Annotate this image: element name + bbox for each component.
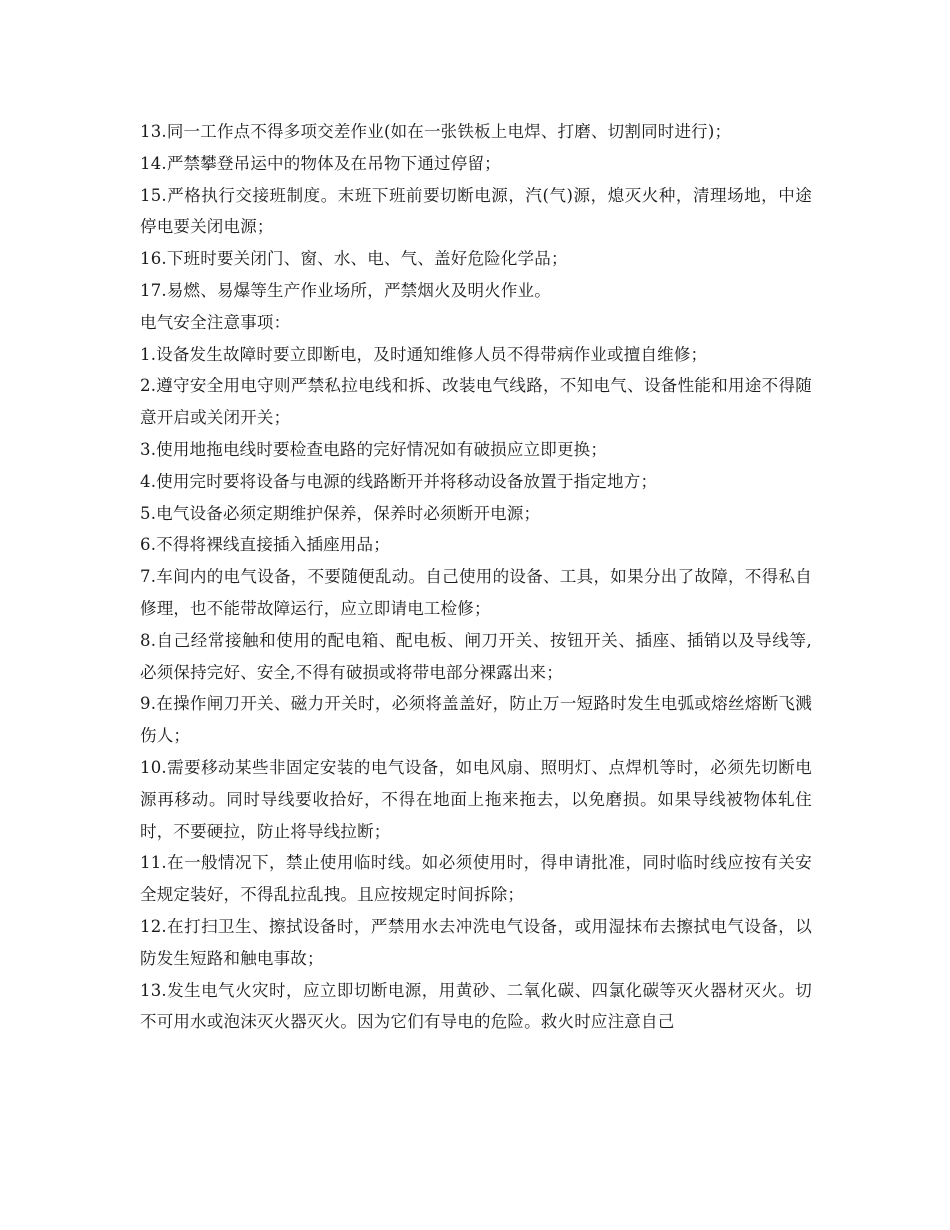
paragraph-rule-17: 17.易燃、易爆等生产作业场所，严禁烟火及明火作业。: [140, 280, 551, 300]
paragraph-electrical-4: 4.使用完时要将设备与电源的线路断开并将移动设备放置于指定地方；: [140, 471, 658, 491]
paragraph-rule-15: 15.严格执行交接班制度。末班下班前要切断电源，汽(气)源，熄灭火种，清理场地，中途停电要关闭电源；: [140, 185, 812, 237]
paragraph-electrical-1: 1.设备发生故障时要立即断电，及时通知维修人员不得带病作业或擅自维修；: [140, 344, 708, 364]
paragraph-rule-13: 13.同一工作点不得多项交差作业(如在一张铁板上电焊、打磨、切割同时进行)；: [140, 122, 732, 141]
paragraph-electrical-8: 8.自己经常接触和使用的配电箱、配电板、闸刀开关、按钮开关、插座、插销以及导线等,必须保持完好、安全,不得有破损或将带电部分裸露出来；: [140, 630, 812, 682]
paragraph-electrical-10: 10.需要移动某些非固定安装的电气设备，如电风扇、照明灯、点焊机等时，必须先切断电源再移动。同时导线要收拾好，不得在地面上拖来拖去，以免磨损。如果导线被物体轧住时，不要硬拉，防止将导线拉断；: [140, 757, 812, 841]
paragraph-electrical-9: 9.在操作闸刀开关、磁力开关时，必须将盖盖好，防止万一短路时发生电弧或熔丝熔断飞溅伤人；: [140, 694, 812, 746]
paragraph-electrical-7: 7.车间内的电气设备，不要随便乱动。自己使用的设备、工具，如果分出了故障，不得私自修理，也不能带故障运行，应立即请电工检修；: [140, 567, 812, 618]
paragraph-electrical-3: 3.使用地拖电线时要检查电路的完好情况如有破损应立即更换；: [140, 439, 608, 459]
paragraph-rule-14: 14.严禁攀登吊运中的物体及在吊物下通过停留；: [140, 153, 501, 173]
section-heading-electrical-safety: 电气安全注意事项：: [140, 312, 291, 332]
paragraph-electrical-6: 6.不得将裸线直接插入插座用品；: [140, 535, 390, 555]
document-body: [140, 116, 812, 1038]
paragraph-electrical-12: 12.在打扫卫生、擦拭设备时，严禁用水去冲洗电气设备，或用湿抹布去擦拭电气设备，以防发生短路和触电事故；: [140, 916, 812, 968]
paragraph-electrical-13: 13.发生电气火灾时，应立即切断电源，用黄砂、二氧化碳、四氯化碳等灭火器材灭火。切不可用水或泡沫灭火器灭火。因为它们有导电的危险。救火时应注意自己: [140, 980, 812, 1032]
paragraph-electrical-2: 2.遵守安全用电守则严禁私拉电线和拆、改装电气线路，不知电气、设备性能和用途不得随意开启或关闭开关；: [140, 376, 812, 428]
paragraph-electrical-5: 5.电气设备必须定期维护保养，保养时必须断开电源；: [140, 503, 541, 523]
paragraph-electrical-11: 11.在一般情况下，禁止使用临时线。如必须使用时，得申请批准，同时临时线应按有关安全规定装好，不得乱拉乱拽。且应按规定时间拆除；: [140, 853, 812, 905]
paragraph-rule-16: 16.下班时要关闭门、窗、水、电、气、盖好危险化学品；: [140, 249, 568, 269]
